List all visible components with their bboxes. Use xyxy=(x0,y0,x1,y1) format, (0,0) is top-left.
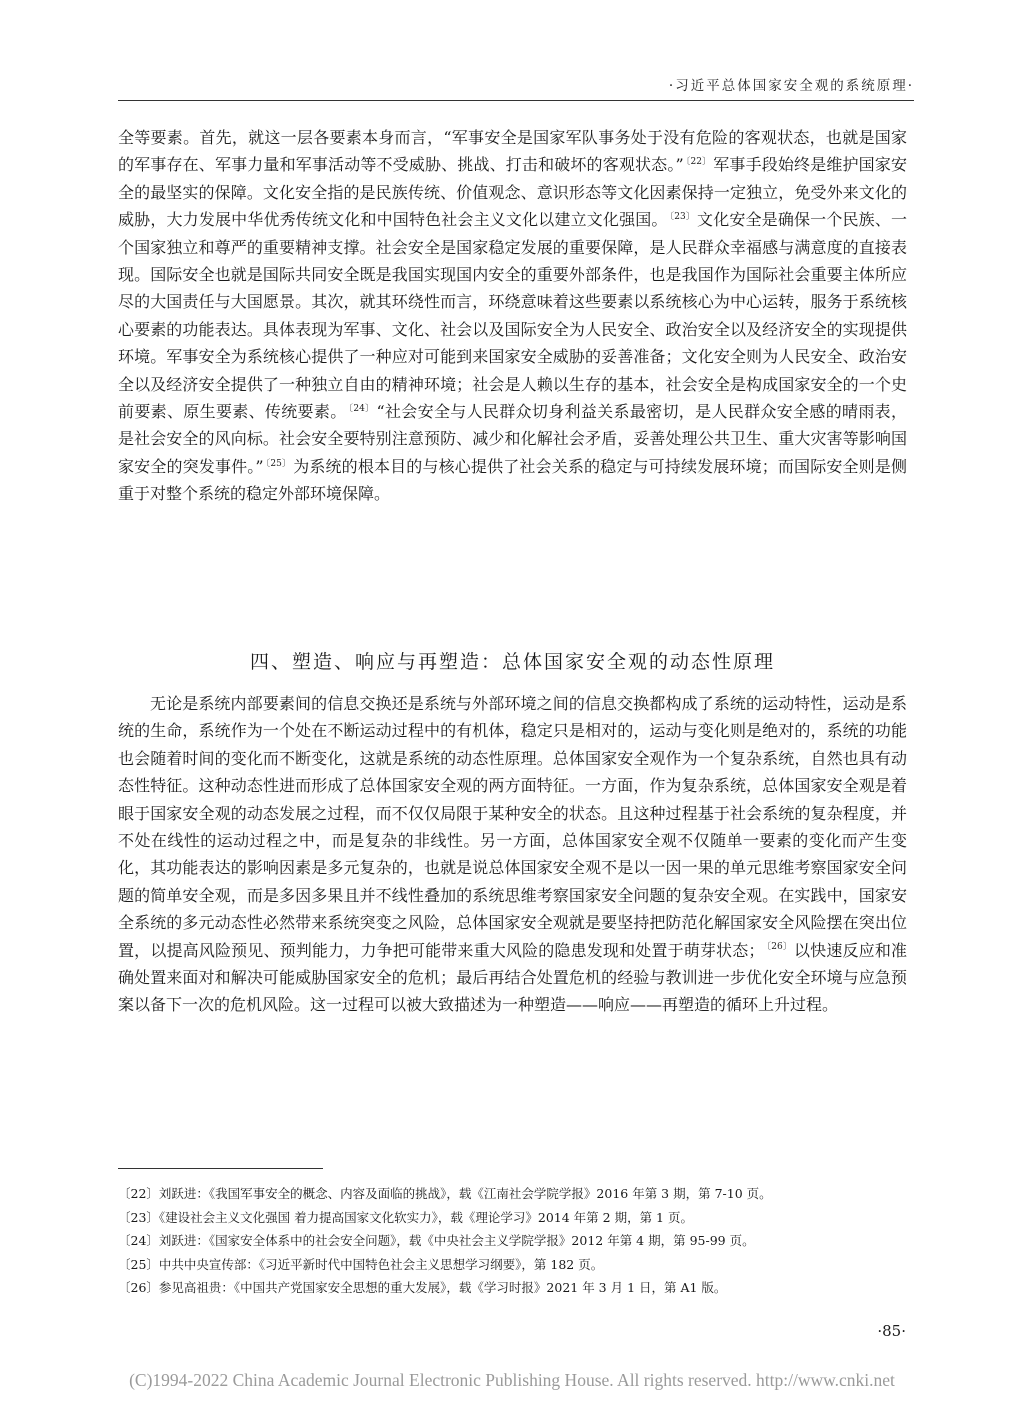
footnote-rule xyxy=(118,1168,323,1169)
footnotes xyxy=(118,1182,907,1300)
paragraph-text: 以快速反应和准确处置来面对和解决可能威胁国家安全的危机；最后再结合处置危机的经验与教训进一步优化安全环境与应急预案以备下一次的危机风险。这一过程可以被大致描述为一种塑造——响应——再塑造的循环上升过程。 xyxy=(118,940,907,1015)
body-paragraph-1 xyxy=(118,124,907,508)
paragraph-text: 军事手段始终是维护国家安全的最坚实的保障。文化安全指的是民族传统、价值观念、意识形态等文化因素保持一定独立，免受外来文化的威胁，大力发展中华优秀传统文化和中国特色社会主义文化以建立文化强国。 xyxy=(118,155,907,230)
paragraph-text: 无论是系统内部要素间的信息交换还是系统与外部环境之间的信息交换都构成了系统的运动特性，运动是系统的生命，系统作为一个处在不断运动过程中的有机体，稳定只是相对的，运动与变化则是绝对的，系统的功能也会随着时间的变化而不断变化，这就是系统的动态性原理。总体国家安全观作为一个复杂系统，自然也具有动态性特征。这种动态性进而形成了总体国家安全观的两方面特征。一方面，作为复杂系统，总体国家安全观是着眼于国家安全观的动态发展之过程，而不仅仅局限于某种安全的状态。且这种过程基于社会系统的复杂程度，并不处在线性的运动过程之中，而是复杂的非线性。另一方面，总体国家安全观不仅随单一要素的变化而产生变化，其功能表达的影响因素是多元复杂的，也就是说总体国家安全观不是以一因一果的单元思维考察国家安全问题的简单安全观，而是多因多果且并不线性叠加的系统思维考察国家安全问题的复杂安全观。在实践中，国家安全系统的多元动态性必然带来系统突变之风险，总体国家安全观就是要坚持把防范化解国家安全风险摆在突出位置，以提高风险预见、预判能力，力争把可能带来重大风险的隐患发现和处置于萌芽状态； xyxy=(118,694,907,960)
footnote-26: 〔26〕参见高祖贵：《中国共产党国家安全思想的重大发展》，载《学习时报》2021 年 3 月 1 日，第 A1 版。 xyxy=(118,1280,727,1295)
section-heading: 四、塑造、响应与再塑造：总体国家安全观的动态性原理 xyxy=(249,651,775,673)
footnote-ref-25[interactable]: 〔25〕 xyxy=(265,458,292,469)
footnote-25: 〔25〕中共中央宣传部：《习近平新时代中国特色社会主义思想学习纲要》，第 182 页。 xyxy=(118,1256,604,1272)
paragraph-text: 为系统的根本目的与核心提供了社会关系的稳定与可持续发展环境；而国际安全则是侧重于对整个系统的稳定外部环境保障。 xyxy=(118,456,907,504)
footnote-ref-23[interactable]: 〔23〕 xyxy=(669,211,696,222)
page-number: ·85· xyxy=(877,1322,906,1340)
body-paragraph-2 xyxy=(118,690,907,1019)
footnote-23: 〔23〕《建设社会主义文化强国 着力提高国家文化软实力》，载《理论学习》2014 年第 2 期，第 1 页。 xyxy=(118,1209,693,1225)
paragraph-text: “社会安全与人民群众切身利益关系最密切，是人民群众安全感的晴雨表，是社会安全的风向标。社会安全要特别注意预防、减少和化解社会矛盾，妥善处理公共卫生、重大灾害等影响国家安全的突发事件。” xyxy=(118,402,907,476)
footnote-ref-22[interactable]: 〔22〕 xyxy=(685,157,712,168)
footnote-ref-24[interactable]: 〔24〕 xyxy=(348,403,375,414)
paragraph-text: 文化安全是确保一个民族、一个国家独立和尊严的重要精神支撑。社会安全是国家稳定发展的重要保障，是人民群众幸福感与满意度的直接表现。国际安全也就是国际共同安全既是我国实现国内安全的重要外部条件，也是我国作为国际社会重要主体所应尽的大国责任与大国愿景。其次，就其环绕性而言，环绕意味着这些要素以系统核心为中心运转，服务于系统核心要素的功能表达。具体表现为军事、文化、社会以及国际安全为人民安全、政治安全以及经济安全的实现提供环境。军事安全为系统核心提供了一种应对可能到来国家安全威胁的妥善准备；文化安全则为人民安全、政治安全以及经济安全提供了一种独立自由的精神环境；社会是人赖以生存的基本，社会安全是构成国家安全的一个史前要素、原生要素、传统要素。 xyxy=(118,210,907,422)
running-header: ·习近平总体国家安全观的系统原理· xyxy=(668,78,914,94)
footnote-ref-26[interactable]: 〔26〕 xyxy=(766,942,792,953)
footnote-22: 〔22〕刘跃进：《我国军事安全的概念、内容及面临的挑战》，载《江南社会学院学报》2016 年第 3 期，第 7-10 页。 xyxy=(118,1186,772,1201)
paragraph-text: 全等要素。首先，就这一层各要素本身而言，“军事安全是国家军队事务处于没有危险的客观状态，也就是国家的军事存在、军事力量和军事活动等不受威胁、挑战、打击和破坏的客观状态。” xyxy=(118,128,907,175)
copyright-notice: (C)1994-2022 China Academic Journal Electronic Publishing House. All rights reserved. http://www.cnki.net xyxy=(129,1370,895,1390)
header-rule xyxy=(118,100,914,101)
footnote-24: 〔24〕刘跃进：《国家安全体系中的社会安全问题》，载《中央社会主义学院学报》2012 年第 4 期，第 95-99 页。 xyxy=(118,1233,755,1248)
